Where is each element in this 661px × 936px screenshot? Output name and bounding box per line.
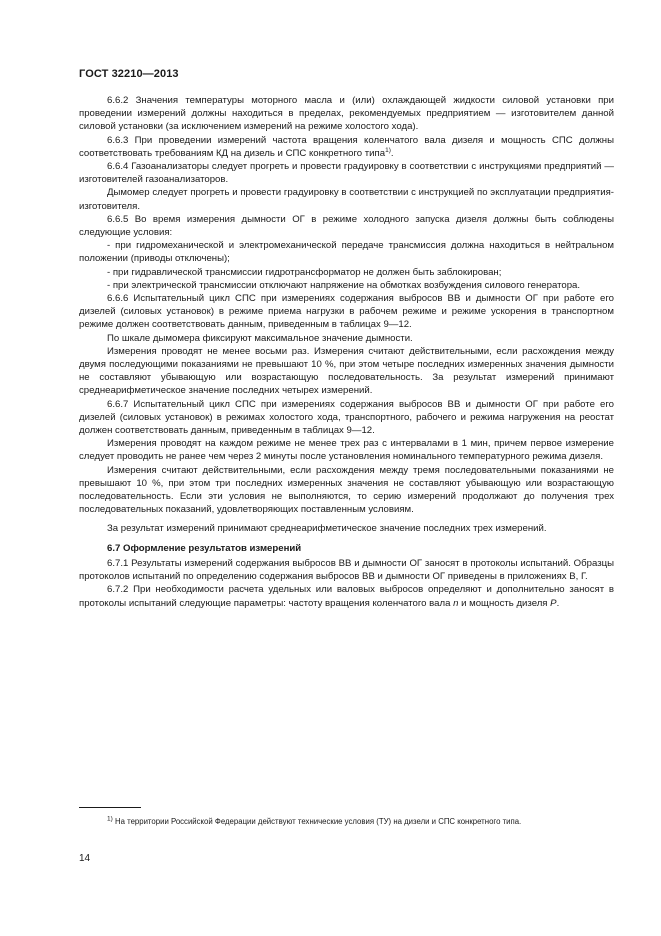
paragraph-result: За результат измерений принимают среднеарифметическое значение последних трех измерений.	[107, 522, 547, 534]
paragraph-smoke-meter: Дымомер следует прогреть и провести градуировку в соответствии с инструкцией по эксплуатации предприятия-изготовителя.	[79, 187, 614, 212]
list-item: - при гидравлической трансмиссии гидротрансформатор не должен быть заблокирован;	[107, 266, 502, 278]
paragraph-6-6-6: 6.6.6 Испытательный цикл СПС при измерениях содержания выбросов ВВ и дымности ОГ при работе его дизелей (силовых установок) в режиме приема нагрузки в рабочем режиме и режиме ускорения в транспортном режиме должен соответствовать данным, приведенным в таблицах 9—12.	[79, 293, 614, 331]
paragraph-measurements-valid: Измерения считают действительными, если расхождения между тремя последовательными показаниями не превышают 10 %, при этом три последних измеренных значения не составляют убывающую или возрастающую последовательность. Если эти условия не выполняются, то серию измерений продолжают до получения трех последовательных показаний, удовлетворяющих поставленным условиям.	[79, 464, 614, 516]
document-header: ГОСТ 32210—2013	[79, 68, 179, 80]
paragraph-text-end: .	[556, 597, 560, 609]
paragraph-6-6-7: 6.6.7 Испытательный цикл СПС при измерениях содержания выбросов ВВ и дымности ОГ при работе его дизелей (силовых установок) в режимах холостого хода, транспортного, рабочего и режима нагружения на реостат должен соответствовать данным, приведенным в таблицах 9—12.	[79, 398, 614, 437]
footnote-ref[interactable]: 1)	[385, 146, 391, 154]
paragraph-measurements-interval: Измерения проводят на каждом режиме не менее трех раз с интервалами в 1 мин, причем первое измерение следует проводить не ранее чем через 2 минуты после установления номинального температурного режима дизеля.	[79, 438, 614, 463]
list-item: - при гидромеханической и электромеханической передаче трансмиссия должна находиться в нейтральном положении (приводы отключены);	[79, 240, 614, 265]
paragraph-6-6-5: 6.6.5 Во время измерения дымности ОГ в режиме холодного запуска дизеля должны быть соблюдены следующие условия:	[79, 213, 614, 239]
page-number: 14	[79, 853, 91, 864]
footnote-divider	[79, 807, 141, 808]
footnote	[79, 814, 614, 829]
paragraph-measurements-eight: Измерения проводят не менее восьми раз. Измерения считают действительными, если расхождения между двумя последующими показаниями не превышают 10 %, при этом четыре последних измеренных значения дымности не составляют убывающую или возрастающую последовательность. За результат измерений принимают среднеарифметическое значение последних четырех измерений.	[79, 345, 614, 397]
footnote-marker: 1)	[107, 815, 113, 823]
document-body	[79, 94, 614, 610]
paragraph-6-6-2: 6.6.2 Значения температуры моторного масла и (или) охлаждающей жидкости силовой установки при проведении измерений должны находиться в пределах, рекомендуемых предприятием — изготовителем данной силовой установки (за исключением измерений на режиме холостого хода).	[79, 95, 614, 133]
paragraph-6-7-1: 6.7.1 Результаты измерений содержания выбросов ВВ и дымности ОГ заносят в протоколы испытаний. Образцы протоколов испытаний по определению содержания выбросов ВВ и дымности ОГ приведены в приложениях В, Г.	[79, 557, 614, 583]
list-item: - при электрической трансмиссии отключают напряжение на обмотках возбуждения силового генератора.	[107, 279, 581, 291]
paragraph-text: 6.6.3 При проведении измерений частота вращения коленчатого вала дизеля и мощность СПС должны соответствовать требованиям КД на дизель и СПС конкретного типа	[79, 134, 614, 159]
paragraph-6-6-3	[79, 134, 614, 160]
section-title: 6.7 Оформление результатов измерений	[107, 542, 302, 554]
paragraph-text-mid: и мощность дизеля	[458, 597, 551, 609]
paragraph-smoke-scale: По шкале дымомера фиксируют максимальное значение дымности.	[107, 332, 413, 344]
paragraph-text: 6.7.2 При необходимости расчета удельных или валовых выбросов определяют и дополнительно заносят в протоколы испытаний следующие параметры: частоту вращения коленчатого вала	[79, 584, 614, 609]
paragraph-6-6-4: 6.6.4 Газоанализаторы следует прогреть и провести градуировку в соответствии с инструкциями предприятий — изготовителей газоанализаторов.	[79, 161, 614, 186]
paragraph-text-end: .	[390, 147, 394, 159]
variable-p: P	[550, 597, 557, 609]
variable-n: n	[453, 597, 459, 609]
paragraph-6-7-2	[79, 583, 614, 609]
footnote-text: На территории Российской Федерации действуют технические условия (ТУ) на дизели и СПС конкретного типа.	[112, 817, 522, 826]
